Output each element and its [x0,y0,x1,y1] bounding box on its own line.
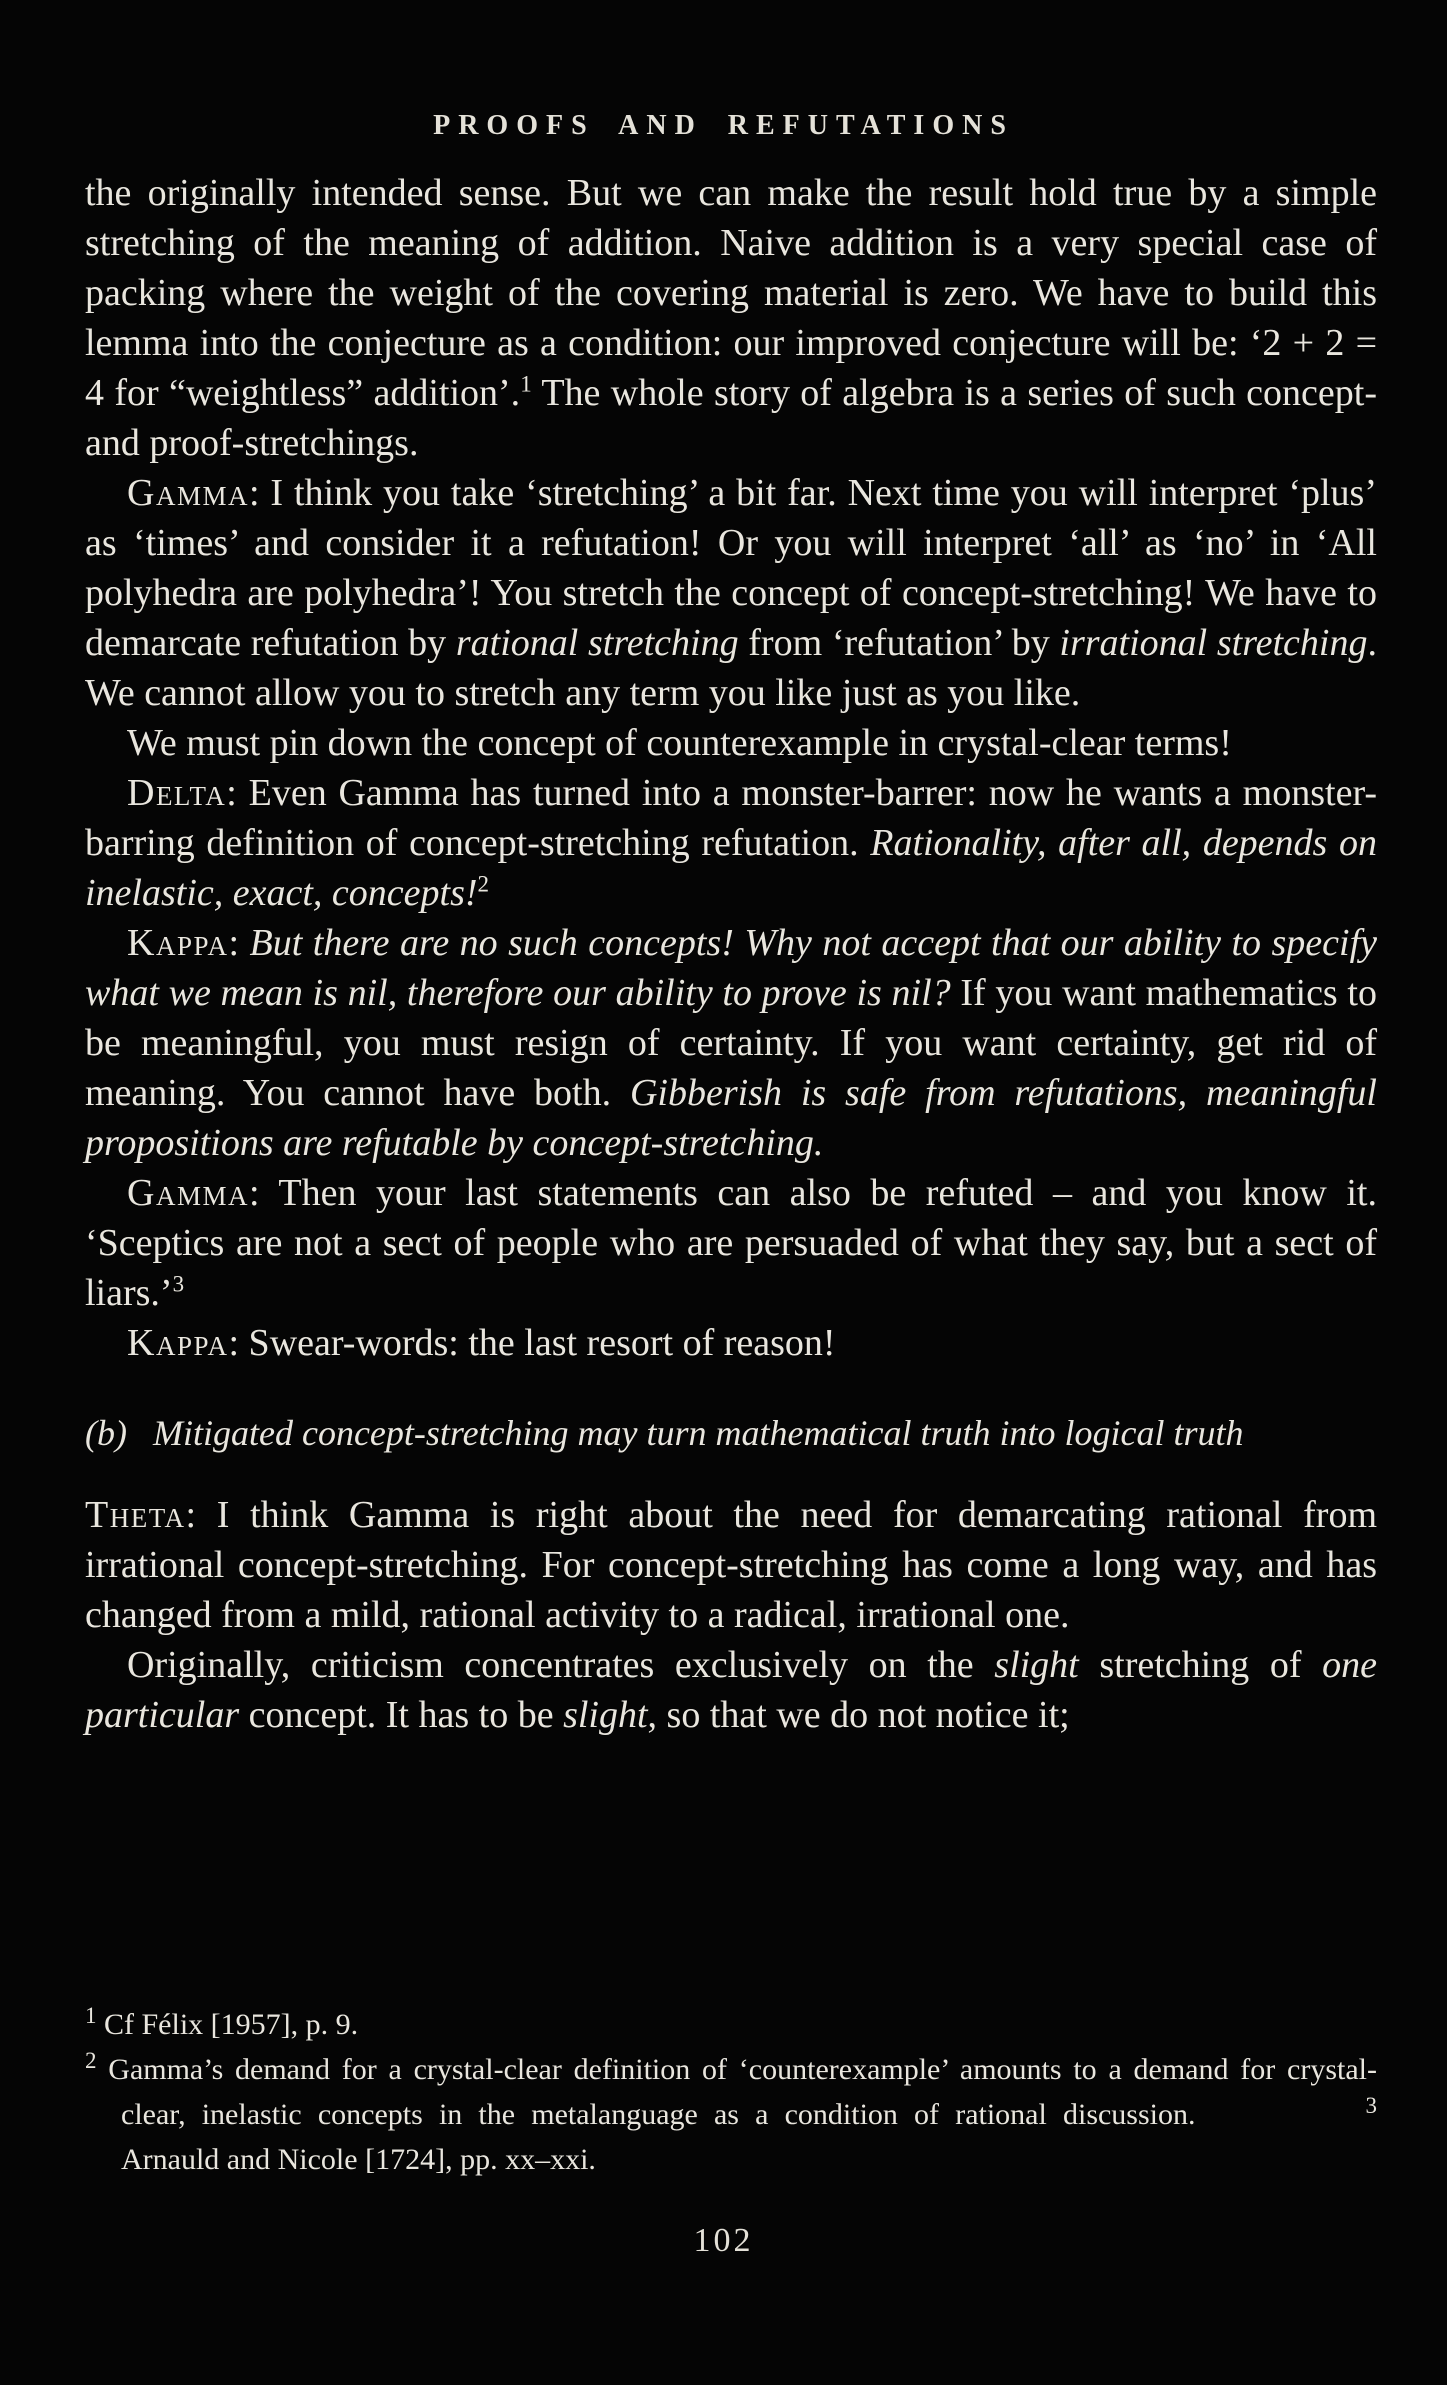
paragraph-kappa-1 [85,918,1377,1168]
footnote-1 [85,2002,1377,2047]
running-header: PROOFS AND REFUTATIONS [433,110,1014,141]
emphasis-text: rational stretching [455,622,739,664]
speaker-label-kappa: Kappa [127,1322,229,1364]
footnote-2-and-3 [85,2047,1377,2182]
paragraph-delta [85,768,1377,918]
body-text: : Then your last statements can also be refuted – and you know it. ‘Sceptics are not a sect of people who are persuaded of what they say, but a sect of liars.’ [85,1172,1377,1314]
body-text: : I think Gamma is right about the need for demarcating rational from irrational concept-stretching. For concept-stretching has come a long way, and has changed from a mild, rational activity to a radical, irrational one. [85,1494,1377,1636]
body-text: Originally, criticism concentrates exclusively on the [127,1644,995,1686]
paragraph-gamma-3 [85,1168,1377,1318]
emphasis-text: slight [563,1694,648,1736]
paragraph-gamma-1 [85,468,1377,718]
paragraph-originally [85,1640,1377,1740]
body-text: , so that we do not notice it; [647,1694,1070,1736]
emphasis-text: one particular [85,1644,1377,1736]
paragraph-continuation [85,168,1377,468]
body-text: . We cannot allow you to stretch any term you like just as you like. [85,622,1377,714]
paragraph-gamma-2 [85,718,1377,768]
speaker-label-delta: Delta [127,772,227,814]
section-heading [85,1408,1377,1458]
emphasis-text: slight [994,1644,1079,1686]
footnote-text: Cf Félix [1957], p. 9. [96,2008,359,2041]
text-block [85,168,1377,1740]
section-label: (b) [85,1413,127,1453]
speaker-label-theta: Theta [85,1494,186,1536]
body-text: stretching of [1078,1644,1323,1686]
emphasis-text: irrational stretching [1059,622,1368,664]
footnote-ref-3: 3 [172,1271,185,1297]
footnote-text: Arnauld and Nicole [1724], pp. xx–xxi. [121,2143,596,2176]
footnote-ref-2: 2 [477,871,490,897]
paragraph-theta [85,1490,1377,1640]
emphasis-text: But there are no such concepts! Why not accept that our ability to specify what we mean is nil, therefore our ability to prove is nil? [85,922,1377,1014]
body-text: If you want mathematics to be meaningful, you must resign of certainty. If you want certainty, get rid of meaning. You cannot have both. [85,972,1377,1114]
body-text: : Even Gamma has turned into a monster-barrer: now he wants a monster-barring definition of concept-stretching refutation. [85,772,1377,864]
body-text: from ‘refutation’ by [738,622,1060,664]
body-text: the originally intended sense. But we can make the result hold true by a simple stretching of the meaning of addition. Naive addition is a very special case of packing where the weight of the covering material is zero. We have to build this lemma into the conjecture as a condition: our improved conjecture will be: ‘2 + 2 = 4 for “weightless” addition’. [85,172,1377,414]
footnote-text: Gamma’s demand for a crystal-clear definition of ‘counterexample’ amounts to a demand for crystal-clear, inelastic concepts in the metalanguage as a condition of rational discussion. [96,2053,1377,2131]
speaker-label-gamma: Gamma [127,1172,249,1214]
footnote-marker-3: 3 [1365,2093,1377,2118]
emphasis-text: Rationality, after all, depends on inelastic, exact, concepts! [85,822,1377,914]
footnote-marker-2: 2 [85,2048,97,2073]
paragraph-kappa-2 [85,1318,1377,1368]
body-text: : I think you take ‘stretching’ a bit far. Next time you will interpret ‘plus’ as ‘times’ and consider it a refutation! Or you will interpret ‘all’ as ‘no’ in ‘All polyhedra are polyhedra’! You stretch the concept of concept-stretching! We have to demarcate refutation by [85,472,1377,664]
speaker-label-gamma: Gamma [127,472,249,514]
body-text: We must pin down the concept of counterexample in crystal-clear terms! [127,722,1232,764]
body-text: concept. It has to be [239,1694,564,1736]
body-text: : Swear-words: the last resort of reason! [228,1322,836,1364]
body-text: The whole story of algebra is a series of such concept- and proof-stretchings. [85,372,1377,464]
emphasis-text: Gibberish is safe from refutations, meaningful propositions are refutable by concept-stretching. [85,1072,1377,1164]
footnotes-block [85,2002,1377,2182]
section-title: Mitigated concept-stretching may turn mathematical truth into logical truth [152,1413,1244,1453]
footnote-ref-1: 1 [520,371,532,397]
body-text: : [228,922,250,964]
speaker-label-kappa: Kappa [127,922,229,964]
page-number: 102 [693,2222,754,2259]
footnote-marker-1: 1 [85,2003,97,2028]
